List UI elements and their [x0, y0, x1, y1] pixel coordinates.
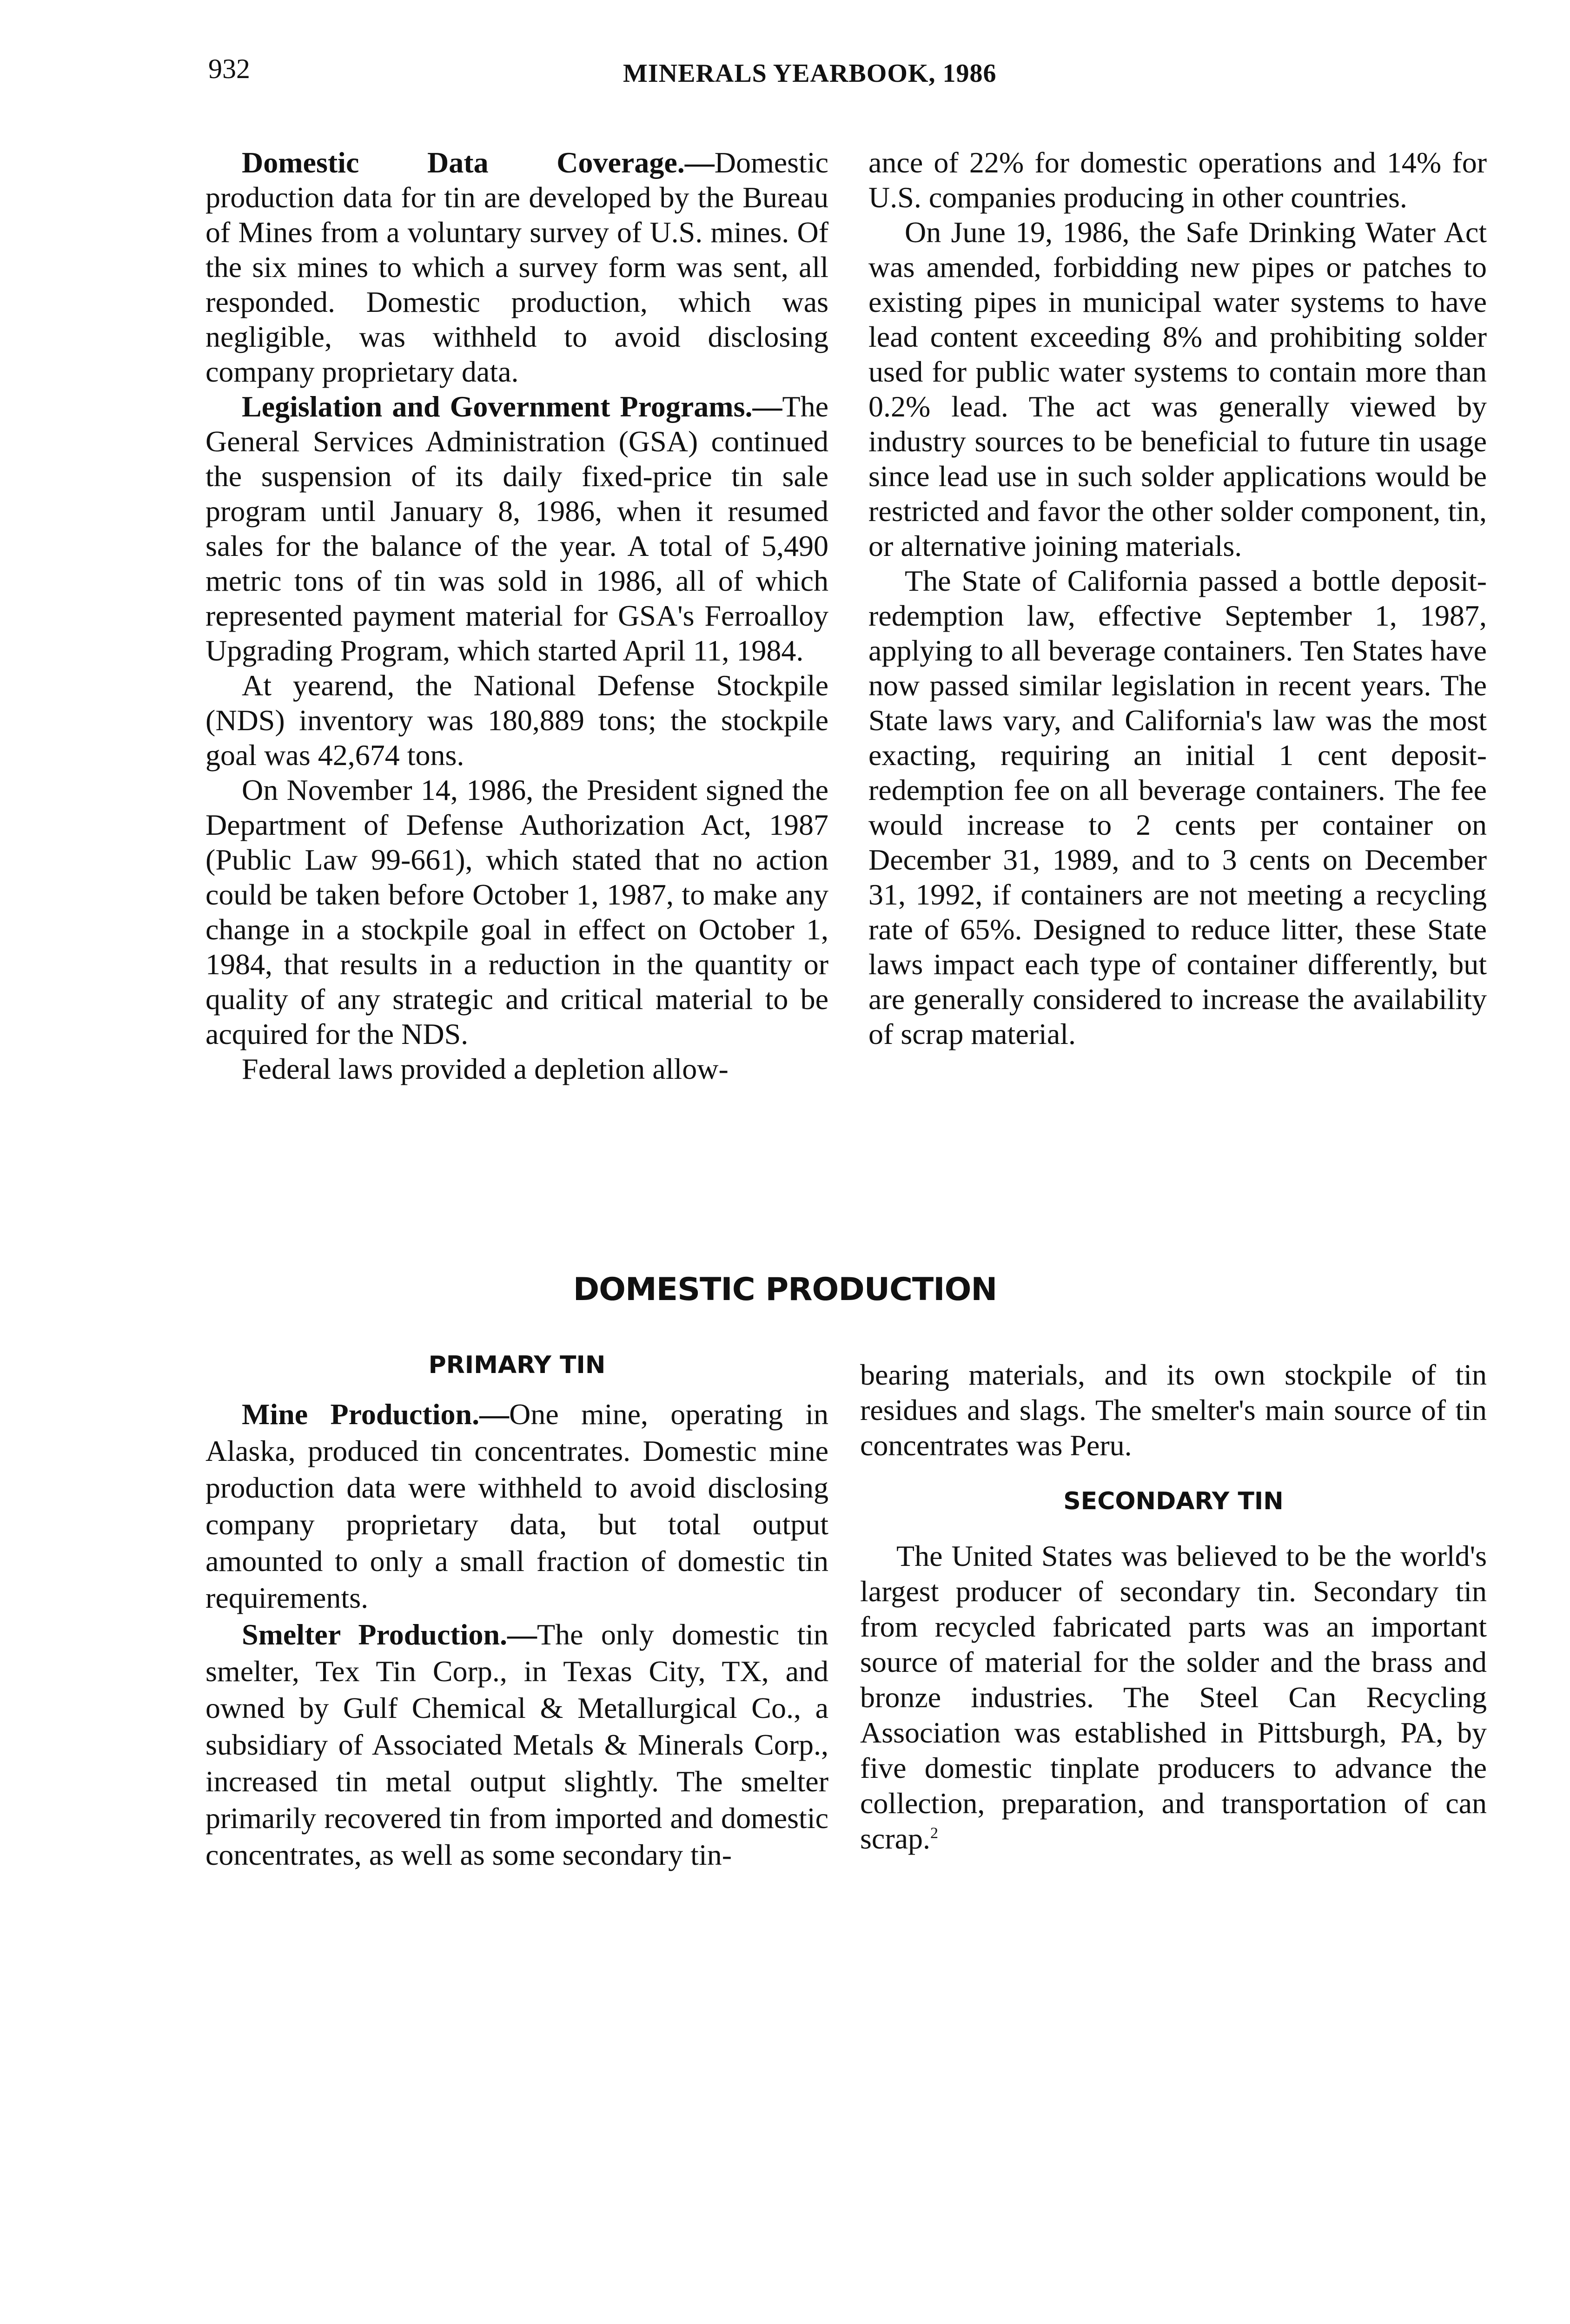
paragraph-smelter-production [205, 1616, 828, 1873]
paragraph-secondary-tin [860, 1538, 1487, 1856]
paragraph-safe-drinking-water [868, 215, 1487, 563]
paragraph-smelter-continued [860, 1357, 1487, 1463]
subheading-primary-tin: PRIMARY TIN [428, 1351, 606, 1379]
paragraph-text: Federal laws provided a depletion allow- [242, 1052, 729, 1085]
paragraph-text: On June 19, 1986, the Safe Drinking Water Act was amended, forbidding new pipes or patches to existing pipes in municipal water systems to have lead content exceeding 8% and prohibiting solder used for public water systems to contain more than 0.2% lead. The act was generally viewed by industry sources to be beneficial to future tin usage since lead use in such solder applications would be restricted and favor the other solder component, tin, or alternative joining materials. [868, 216, 1487, 562]
bottom-left-column [205, 1350, 828, 1873]
footnote-marker: 2 [930, 1824, 939, 1842]
runin-heading: Smelter Production.— [242, 1618, 537, 1651]
runin-heading: Domestic Data Coverage.— [242, 146, 715, 179]
paragraph-stockpile-inventory [205, 668, 828, 772]
runin-heading: Mine Production.— [242, 1398, 510, 1431]
paragraph-text: ance of 22% for domestic operations and 14% for U.S. companies producing in other countries. [868, 146, 1487, 214]
runin-heading: Legislation and Government Programs.— [242, 390, 782, 423]
subheading-secondary-tin: SECONDARY TIN [1063, 1487, 1284, 1515]
paragraph-legislation [205, 389, 828, 668]
paragraph-california-bottle-law [868, 563, 1487, 1051]
top-left-column [205, 145, 828, 1086]
page-number: 932 [208, 53, 250, 84]
top-right-column [868, 145, 1487, 1051]
paragraph-text: One mine, operating in Alaska, produced tin concentrates. Domestic mine production data were withheld to avoid disclosing company proprietary data, but total output amounted to only a small fraction of domestic tin requirements. [205, 1398, 828, 1614]
running-head: MINERALS YEARBOOK, 1986 [623, 59, 997, 88]
bottom-right-column [860, 1357, 1487, 1856]
paragraph-text: The United States was believed to be the world's largest producer of secondary tin. Secondary tin from recycled fabricated parts was an important source of material for the solder and the brass and bronze industries. The Steel Can Recycling Association was established in Pittsburgh, PA, by five domestic tinplate producers to advance the collection, preparation, and transportation of can scrap. [860, 1539, 1487, 1855]
section-heading-domestic-production: DOMESTIC PRODUCTION [573, 1271, 997, 1308]
paragraph-text: bearing materials, and its own stockpile of tin residues and slags. The smelter's main source of tin concentrates was Peru. [860, 1358, 1487, 1462]
paragraph-depletion-allowance [205, 1051, 828, 1086]
paragraph-text: On November 14, 1986, the President signed the Department of Defense Authorization Act, 1987 (Public Law 99-661), which stated that no action could be taken before October 1, 1987, to make any change in a stockpile goal in effect on October 1, 1984, that results in a reduction in the quantity or quality of any strategic and critical material to be acquired for the NDS. [205, 773, 828, 1050]
paragraph-text: Domestic production data for tin are developed by the Bureau of Mines from a voluntary survey of U.S. mines. Of the six mines to which a survey form was sent, all responded. Domestic production, which was negligible, was withheld to avoid disclosing company proprietary data. [205, 146, 828, 388]
paragraph-text: The State of California passed a bottle deposit-redemption law, effective September 1, 1987, applying to all beverage containers. Ten States have now passed similar legislation in recent years. The State laws vary, and California's law was the most exacting, requiring an initial 1 cent deposit-redemption fee on all beverage containers. The fee would increase to 2 cents per container on December 31, 1989, and to 3 cents on December 31, 1992, if containers are not meeting a recycling rate of 65%. Designed to reduce litter, these State laws impact each type of container differently, but are generally considered to increase the availability of scrap material. [868, 564, 1487, 1050]
paragraph-text: At yearend, the National Defense Stockpile (NDS) inventory was 180,889 tons; the stockpile goal was 42,674 tons. [205, 669, 828, 772]
paragraph-defense-authorization [205, 772, 828, 1051]
paragraph-text: The General Services Administration (GSA) continued the suspension of its daily fixed-price tin sale program until January 8, 1986, when it resumed sales for the balance of the year. A total of 5,490 metric tons of tin was sold in 1986, all of which represented payment material for GSA's Ferroalloy Upgrading Program, which started April 11, 1984. [205, 390, 828, 667]
paragraph-domestic-data-coverage [205, 145, 828, 389]
paragraph-mine-production [205, 1396, 828, 1616]
paragraph-depletion-continued [868, 145, 1487, 215]
paragraph-text: The only domestic tin smelter, Tex Tin Corp., in Texas City, TX, and owned by Gulf Chemical & Metallurgical Co., a subsidiary of Associated Metals & Minerals Corp., increased tin metal output slightly. The smelter primarily recovered tin from imported and domestic concentrates, as well as some secondary tin- [205, 1618, 829, 1871]
